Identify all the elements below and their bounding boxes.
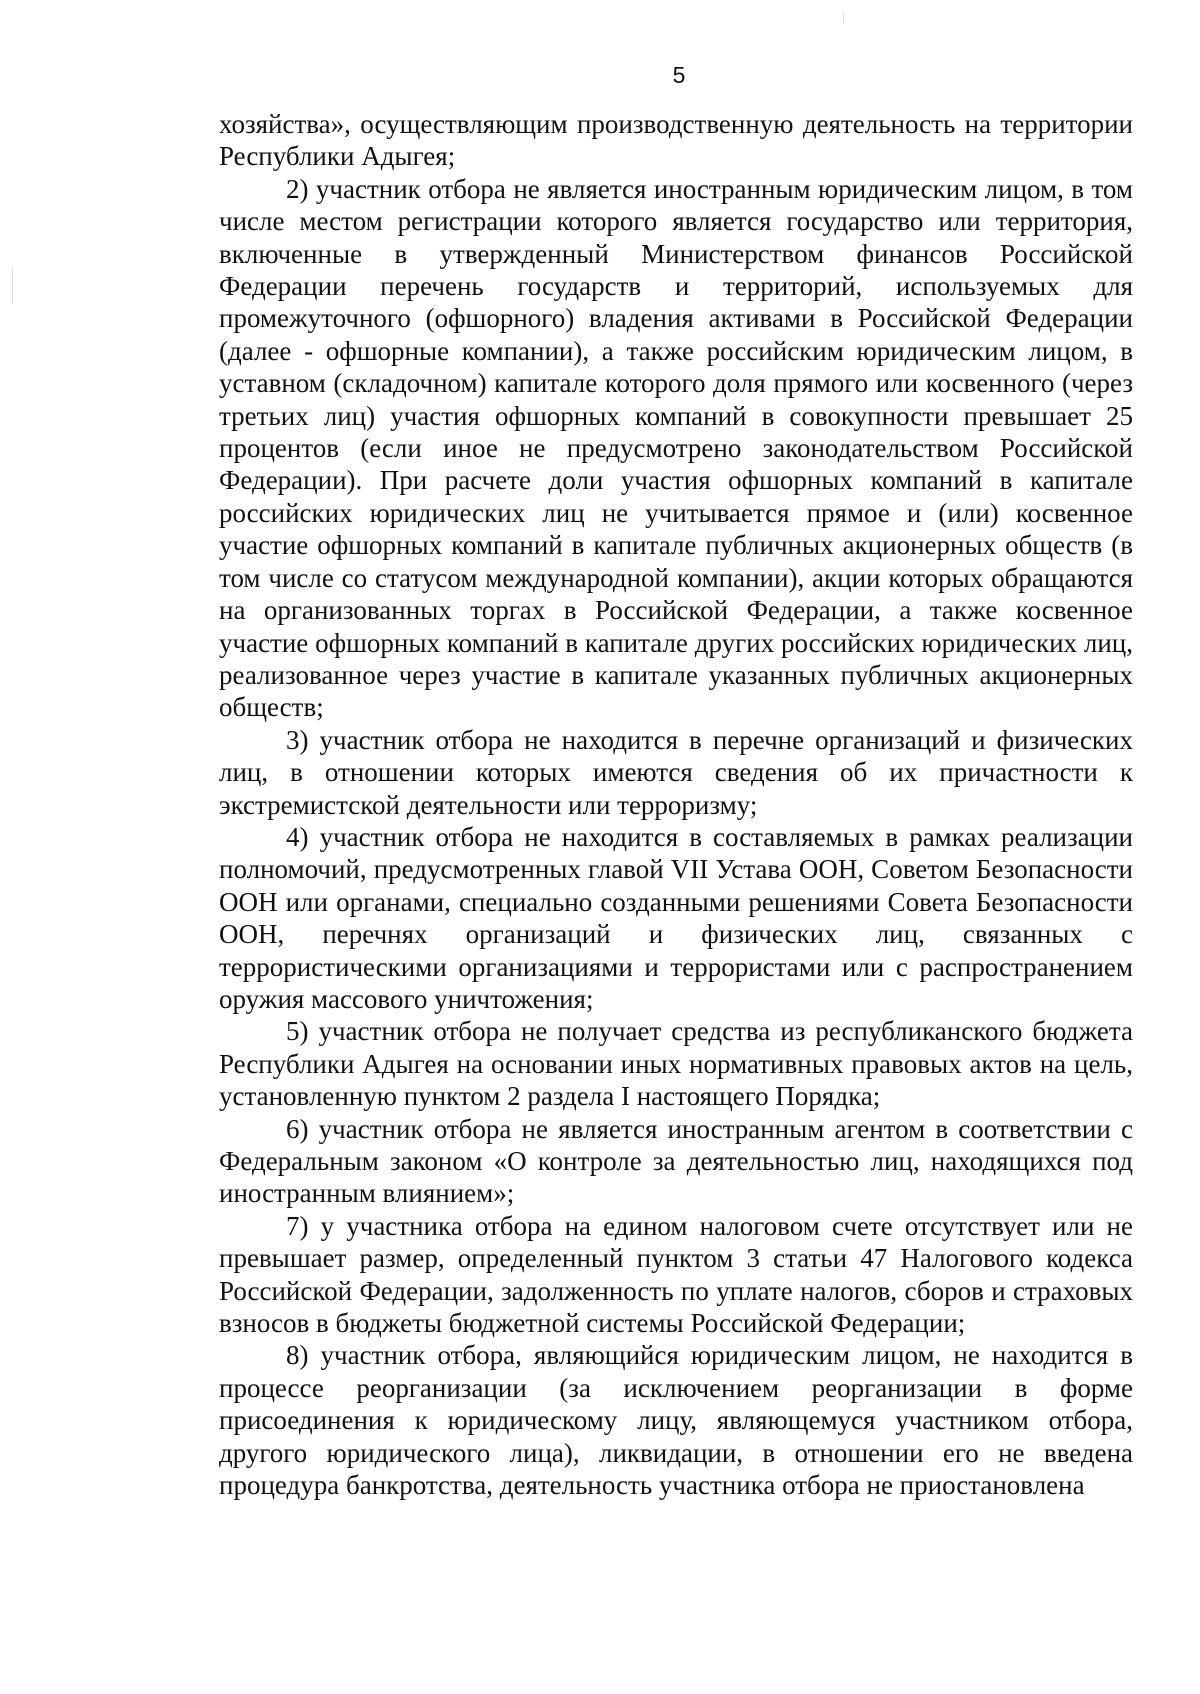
scan-artifact bbox=[12, 268, 13, 304]
document-body bbox=[219, 108, 1133, 1501]
paragraph-item-8: 8) участник отбора, являющийся юридическим лицом, не находится в процессе реорганизации (за исключением реорганизации в форме присоединения к юридическому лицу, являющемуся участником отбора, другого юридического лица), ликвидации, в отношении его не введена процедура банкротства, деятельность участника отбора не приостановлена bbox=[219, 1340, 1133, 1501]
paragraph-item-2: 2) участник отбора не является иностранным юридическим лицом, в том числе местом регистрации которого является государство или территория, включенные в утвержденный Министерством финансов Российской Федерации перечень государств и территорий, используемых для промежуточного (офшорного) владения активами в Российской Федерации (далее - офшорные компании), а также российским юридическим лицом, в уставном (складочном) капитале которого доля прямого или косвенного (через третьих лиц) участия офшорных компаний в совокупности превышает 25 процентов (если иное не предусмотрено законодательством Российской Федерации). При расчете доли участия офшорных компаний в капитале российских юридических лиц не учитывается прямое и (или) косвенное участие офшорных компаний в капитале публичных акционерных обществ (в том числе со статусом международной компании), акции которых обращаются на организованных торгах в Российской Федерации, а также косвенное участие офшорных компаний в капитале других российских юридических лиц, реализованное через участие в капитале указанных публичных акционерных обществ; bbox=[219, 173, 1133, 723]
paragraph-continuation: хозяйства», осуществляющим производственную деятельность на территории Республики Адыгея; bbox=[219, 109, 1133, 172]
scan-artifact bbox=[843, 12, 844, 24]
paragraph-item-3: 3) участник отбора не находится в перечне организаций и физических лиц, в отношении которых имеются сведения об их причастности к экстремистской деятельности или терроризму; bbox=[219, 724, 1133, 820]
paragraph-item-4: 4) участник отбора не находится в составляемых в рамках реализации полномочий, предусмотренных главой VII Устава ООН, Советом Безопасности ООН или органами, специально созданными решениями Совета Безопасности ООН, перечнях организаций и физических лиц, связанных с террористическими организациями и террористами или с распространением оружия массового уничтожения; bbox=[219, 821, 1133, 1014]
paragraph-item-5: 5) участник отбора не получает средства из республиканского бюджета Республики Адыгея на основании иных нормативных правовых актов на цель, установленную пунктом 2 раздела I настоящего Порядка; bbox=[219, 1016, 1133, 1112]
page-number: 5 bbox=[672, 62, 686, 88]
paragraph-item-7: 7) у участника отбора на едином налоговом счете отсутствует или не превышает размер, определенный пунктом 3 статьи 47 Налогового кодекса Российской Федерации, задолженность по уплате налогов, сборов и страховых взносов в бюджеты бюджетной системы Российской Федерации; bbox=[219, 1210, 1133, 1339]
paragraph-item-6: 6) участник отбора не является иностранным агентом в соответствии с Федеральным законом «О контроле за деятельностью лиц, находящихся под иностранным влиянием»; bbox=[219, 1113, 1133, 1209]
